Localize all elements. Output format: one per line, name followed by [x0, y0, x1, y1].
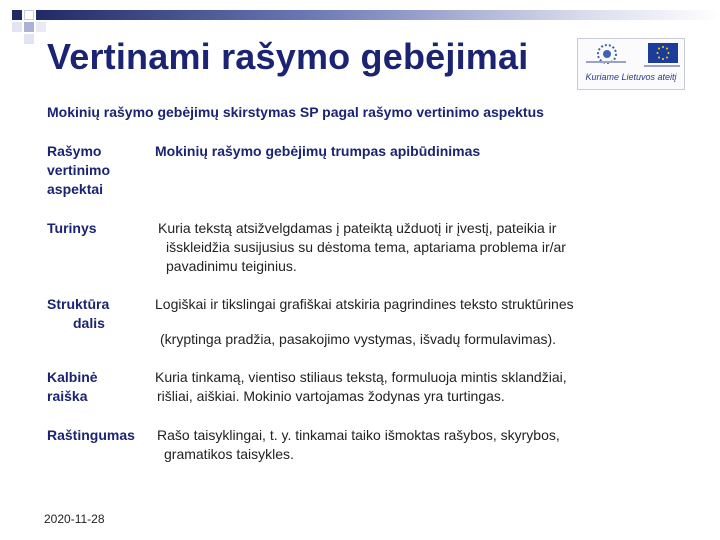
footer-date: 2020-11-28	[44, 512, 105, 526]
aspect-label-rastingumas	[47, 426, 135, 445]
header-line: aspektai	[47, 181, 104, 197]
label-line: Struktūra	[47, 296, 110, 312]
slide-title: Vertinami rašymo gebėjimai	[47, 36, 529, 77]
header-line: vertinimo	[47, 162, 111, 178]
description-line: (kryptinga pradžia, pasakojimo vystymas, išvadų formulavimas).	[160, 331, 557, 347]
description-line: Rašo taisyklingai, t. y. tinkamai taiko išmoktas rašybos, skyrybos,	[157, 427, 560, 443]
description-line: išskleidžia susijusius su dėstoma tema, aptariama problema ir/ar	[166, 239, 566, 255]
decor-square	[12, 10, 22, 20]
eu-flag-icon	[648, 43, 678, 63]
eu-logo	[577, 38, 685, 90]
slide-subtitle: Mokinių rašymo gebėjimų skirstymas SP pagal rašymo vertinimo aspektus	[47, 104, 544, 120]
column-header-aspect	[47, 142, 110, 199]
logo-caption-line	[586, 61, 626, 63]
label-line: Raštingumas	[47, 427, 135, 443]
description-line: pavadinimu teiginius.	[166, 258, 297, 274]
aspect-label-kalbine-raiska	[47, 368, 98, 406]
header-line: Rašymo	[47, 143, 102, 159]
column-header-description: Mokinių rašymo gebėjimų trumpas apibūdinimas	[155, 143, 481, 159]
decor-square	[24, 10, 34, 20]
aspect-label-struktura	[47, 295, 109, 333]
top-gradient-bar	[36, 10, 720, 20]
aspect-description-struktura	[155, 295, 574, 349]
aspect-label-turinys	[47, 219, 97, 238]
aspect-description-turinys	[158, 219, 566, 276]
description-line: Kuria tinkamą, vientiso stiliaus tekstą, formuluoja mintis sklandžiai,	[155, 369, 567, 385]
decor-square	[24, 34, 34, 44]
aspect-description-kalbine-raiska	[155, 368, 567, 406]
label-line: dalis	[73, 315, 105, 331]
description-line: Kuria tekstą atsižvelgdamas į pateiktą užduotį ir įvestį, pateikia ir	[158, 220, 557, 236]
description-line: gramatikos taisykles.	[164, 446, 294, 462]
decor-square	[24, 22, 34, 32]
label-line: Turinys	[47, 220, 97, 236]
description-line: rišliai, aiškiai. Mokinio vartojamas žodynas yra turtingas.	[157, 388, 505, 404]
label-line: raiška	[47, 388, 88, 404]
label-line: Kalbinė	[47, 369, 98, 385]
decor-square	[12, 22, 22, 32]
aspect-description-rastingumas	[157, 426, 560, 464]
decor-square	[36, 22, 46, 32]
logo-caption-line	[644, 65, 680, 67]
logo-slogan: Kuriame Lietuvos ateitį	[585, 72, 677, 82]
description-line: Logiškai ir tikslingai grafiškai atskiria pagrindines teksto struktūrines	[155, 296, 574, 312]
